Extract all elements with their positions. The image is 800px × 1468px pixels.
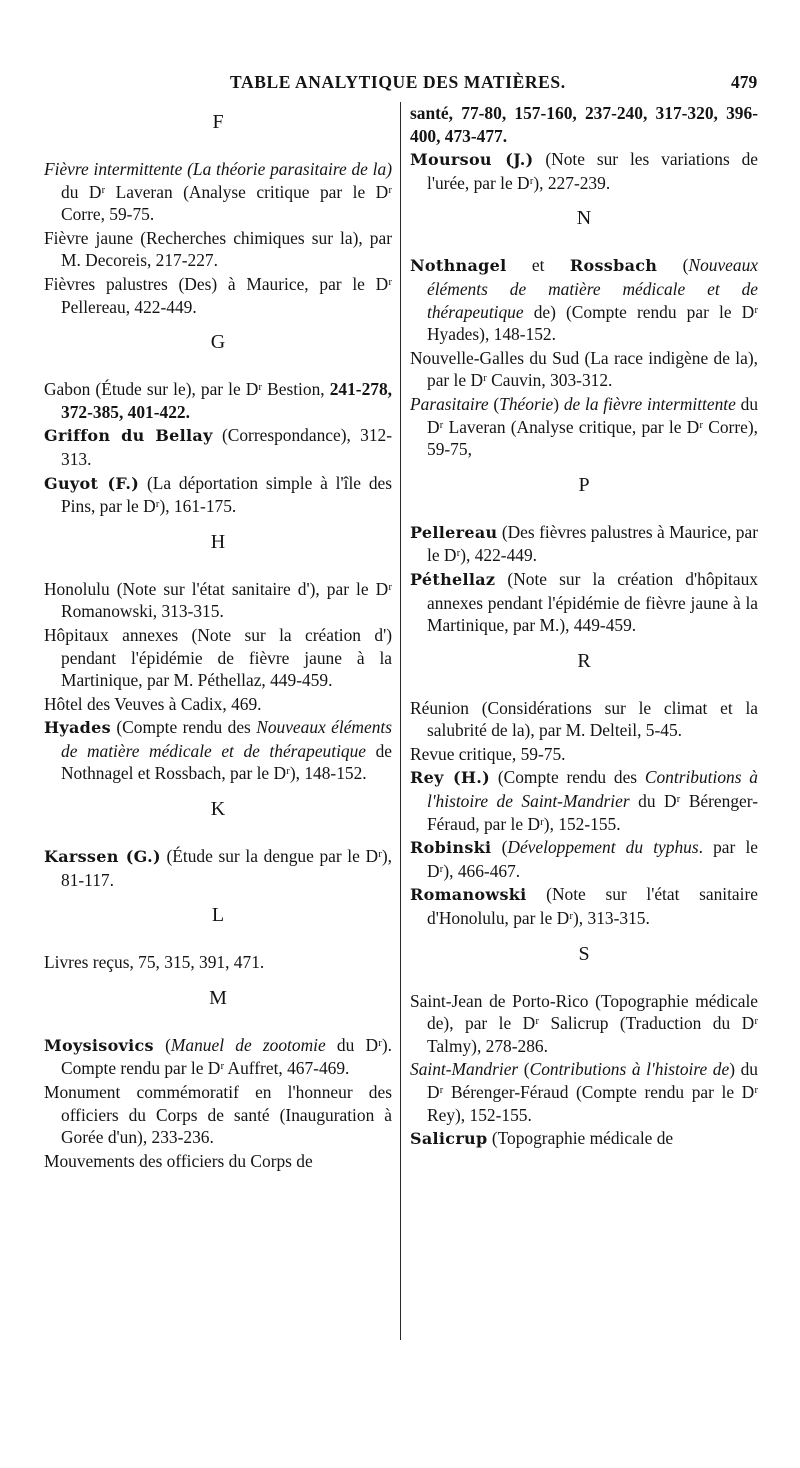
entry-text: (Des fièvres palustres à Maurice, par le Dʳ), 422-449.: [427, 521, 758, 566]
index-entry: [44, 273, 392, 318]
index-entry: [44, 1081, 392, 1149]
entry-text: de Nothnagel et Rossbach, par le Dʳ), 148-152.: [61, 740, 392, 784]
entry-heading: Guyot (F.): [44, 473, 140, 493]
entry-text: Mouvements des officiers du Corps de: [44, 1150, 313, 1171]
entry-text: et: [506, 255, 570, 276]
entry-text: Fièvres palustres (Des) à Maurice, par le Dʳ Pellereau, 422-449.: [44, 273, 392, 317]
entry-text: du Dʳ Bérenger-Féraud, par le Dʳ), 152-155.: [427, 791, 758, 834]
entry-text: (: [488, 393, 500, 414]
entry-heading: Robinski: [410, 838, 492, 858]
entry-text: Fièvre jaune (Recherches chimiques sur la), par M. Decoreis, 217-227.: [44, 227, 392, 271]
index-entry: [410, 743, 758, 766]
index-entry: [410, 990, 758, 1058]
index-entry: [44, 951, 392, 974]
entry-title: Nouveaux éléments de matière médicale et de thérapeutique: [427, 255, 759, 322]
entry-heading: Péthellaz: [410, 569, 496, 589]
entry-text: (Note sur l'état sanitaire d'Honolulu, par le Dʳ), 313-315.: [427, 884, 758, 929]
entry-text: du Dʳ Laveran (Analyse critique, par le Dʳ Corre), 59-75,: [427, 393, 759, 460]
entry-title: Nouveaux éléments de matière médicale et de thérapeutique: [61, 717, 392, 761]
entry-text: Saint-Jean de Porto-Rico (Topographie médicale de), par le Dʳ Salicrup (Traduction du Dʳ Talmy), 278-286.: [410, 990, 758, 1056]
entry-text: (Compte rendu des: [110, 717, 257, 738]
section-letter-p: P: [578, 473, 590, 496]
section-letter-f: F: [212, 111, 224, 133]
entry-text: du Dʳ). Compte rendu par le Dʳ Auffret, 467-469.: [61, 1034, 393, 1079]
index-entry: [44, 227, 392, 272]
entry-text: du Dʳ Laveran (Analyse critique par le Dʳ Corre, 59-75.: [61, 181, 392, 225]
entry-title: Fièvre intermittente (La théorie parasitaire de la): [44, 159, 392, 179]
entry-text: Réunion (Considérations sur le climat et la salubrité de la), par M. Delteil, 5-45.: [410, 697, 758, 741]
entry-text: (Topographie médicale de: [487, 1128, 674, 1149]
entry-heading: Moursou (J.): [410, 150, 534, 170]
entry-text: Hôpitaux annexes (Note sur la création d') pendant l'épidémie de fièvre jaune à la Martinique, par M. Péthellaz, 449-459.: [44, 624, 392, 691]
entry-text: (Note sur les variations de l'urée, par le Dʳ), 227-239.: [427, 149, 759, 193]
entry-heading: Nothnagel: [410, 256, 507, 276]
entry-title: Théorie: [499, 393, 554, 414]
entry-text: (Correspondance), 312-313.: [61, 425, 393, 469]
section-letter-k: K: [210, 798, 226, 821]
entry-title: Saint-Mandrier: [410, 1059, 519, 1080]
entry-text: ) du Dʳ Bérenger-Féraud (Compte rendu par le Dʳ Rey), 152-155.: [427, 1059, 759, 1125]
entry-text: (: [657, 255, 689, 276]
index-entry: [410, 766, 758, 835]
index-entry: [410, 521, 758, 567]
entry-pages: santé, 77-80, 157-160, 237-240, 317-320, 396-400, 473-477.: [410, 103, 758, 146]
right-column: [410, 102, 758, 1152]
entry-text: Gabon (Étude sur le), par le Dʳ Bestion,: [44, 379, 330, 400]
entry-text: . par le Dʳ), 466-467.: [427, 837, 758, 881]
index-entry: [410, 347, 758, 392]
entry-text: ): [553, 393, 564, 414]
column-divider: [400, 102, 401, 1340]
entry-text: (: [518, 1059, 530, 1080]
index-entry-continued: [410, 102, 758, 147]
entry-heading: Griffon du Bellay: [44, 426, 213, 446]
index-entry: [44, 624, 392, 692]
section-letter-n: N: [576, 207, 592, 230]
entry-text: (Compte rendu des: [490, 767, 645, 788]
entry-text: Honolulu (Note sur l'état sanitaire d'), par le Dʳ Romanowski, 313-315.: [44, 578, 392, 622]
entry-heading: Pellereau: [410, 522, 498, 542]
index-entry: [44, 1150, 392, 1173]
entry-title: Parasitaire: [410, 393, 489, 414]
index-entry: [44, 378, 392, 423]
entry-text: Livres reçus, 75, 315, 391, 471.: [44, 952, 265, 973]
section-letter-s: S: [578, 942, 590, 965]
index-entry: [410, 883, 758, 929]
entry-text: Hôtel des Veuves à Cadix, 469.: [44, 693, 262, 714]
entry-heading: Hyades: [44, 718, 111, 738]
section-letter-m: M: [209, 986, 227, 1009]
entry-text: (La déportation simple à l'île des Pins, par le Dʳ), 161-175.: [61, 472, 392, 517]
entry-text: (Note sur la création d'hôpitaux annexes pendant l'épidémie de fièvre jaune à la Martinique, par M.), 449-459.: [427, 568, 758, 636]
left-column: [44, 102, 392, 1173]
index-entry: [410, 568, 758, 637]
index-entry: [410, 148, 758, 194]
entry-title: de la fièvre intermittente: [563, 393, 736, 414]
index-entry: [44, 424, 392, 470]
entry-text: Nouvelle-Galles du Sud (La race indigène de la), par le Dʳ Cauvin, 303-312.: [410, 347, 758, 391]
index-entry: [44, 693, 392, 716]
entry-text: (Étude sur la dengue par le Dʳ), 81-117.: [61, 846, 392, 890]
index-entry: [44, 716, 392, 785]
entry-title: Développement du typhus: [507, 837, 699, 858]
entry-title: Contributions à l'histoire de Saint-Mandrier: [427, 767, 759, 812]
index-entry: [410, 836, 758, 882]
index-entry: [44, 578, 392, 623]
index-entry: [410, 254, 758, 345]
running-title: TABLE ANALYTIQUE DES MATIÈRES.: [230, 72, 566, 92]
index-entry: [44, 1034, 392, 1080]
index-entry: [44, 158, 392, 226]
entry-text: de) (Compte rendu par le Dʳ Hyades), 148-152.: [427, 301, 758, 345]
entry-text: Revue critique, 59-75.: [410, 743, 566, 764]
entry-heading: Rossbach: [569, 256, 658, 276]
entry-heading: Karssen (G.): [44, 847, 161, 867]
section-letter-l: L: [211, 904, 225, 927]
entry-heading: Rey (H.): [410, 768, 491, 788]
page-number: 479: [731, 72, 758, 92]
section-letter-h: H: [210, 530, 226, 553]
entry-title: Contributions à l'histoire de: [529, 1059, 730, 1080]
section-letter-g: G: [210, 331, 226, 354]
entry-title: Manuel de zootomie: [170, 1034, 326, 1055]
index-entry: [410, 697, 758, 742]
index-entry: [410, 393, 758, 461]
entry-text: (: [153, 1034, 171, 1055]
index-entry: [44, 472, 392, 518]
index-entry: [410, 1058, 758, 1126]
entry-text: Monument commémoratif en l'honneur des officiers du Corps de santé (Inauguration à Gorée d'un), 233-236.: [44, 1082, 392, 1148]
section-letter-r: R: [577, 649, 591, 672]
entry-heading: Moysisovics: [44, 1035, 154, 1055]
index-entry: [410, 1127, 758, 1151]
entry-text: (: [491, 837, 508, 858]
entry-heading: Salicrup: [410, 1129, 488, 1149]
index-entry: [44, 845, 392, 891]
entry-pages: 241-278, 372-385, 401-422.: [61, 379, 392, 422]
entry-heading: Romanowski: [410, 885, 527, 905]
